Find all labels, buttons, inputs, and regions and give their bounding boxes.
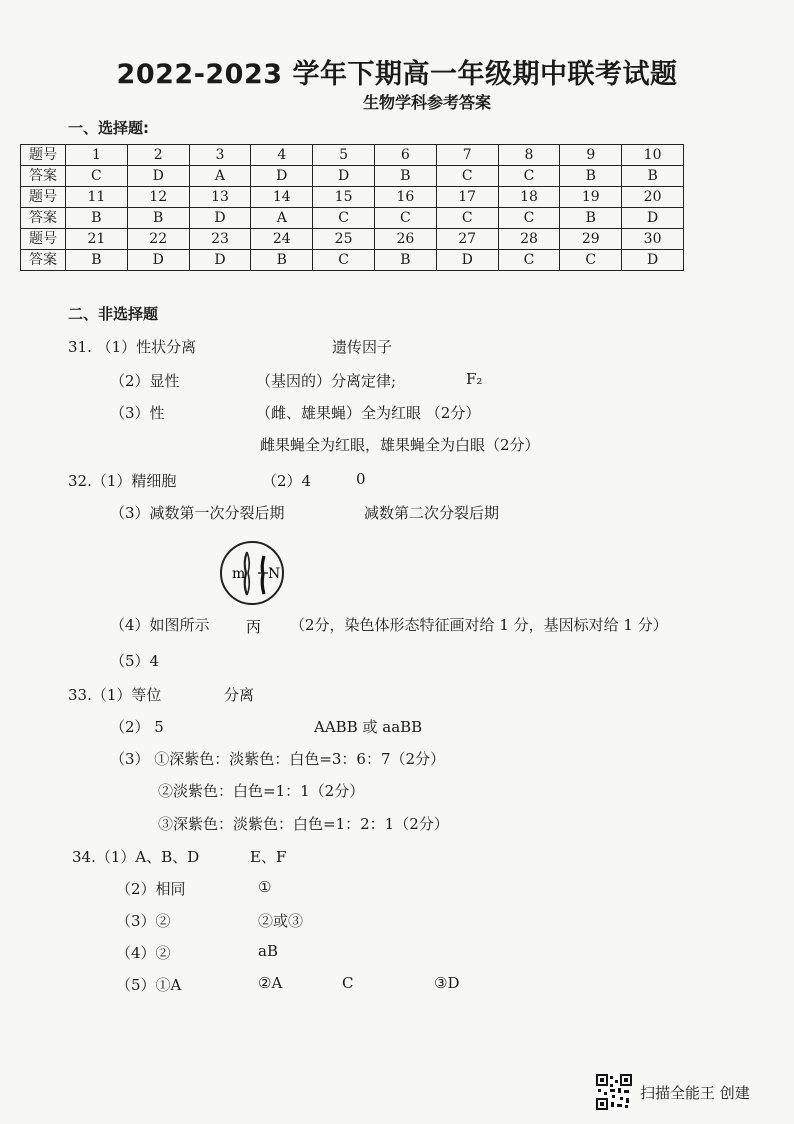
answer-letter-cell: C [498,250,560,271]
q33-line1-a: 33.（1）等位 [68,686,162,704]
table-row-numbers [21,229,684,250]
question-number-cell: 14 [251,187,313,208]
answer-letter-cell: C [498,208,560,229]
answer-table [20,144,684,271]
question-number-cell: 23 [189,229,251,250]
answer-letter-cell: D [189,250,251,271]
q31-line1-a: 31. （1）性状分离 [68,338,197,356]
question-number-cell: 17 [436,187,498,208]
gene-label-m: m [232,566,246,582]
answer-letter-cell: B [374,166,436,187]
answer-letter-cell: C [436,166,498,187]
question-number-cell: 2 [127,145,189,166]
question-number-cell: 19 [560,187,622,208]
question-number-cell: 4 [251,145,313,166]
q31-line2-a: （2）显性 [110,372,180,390]
question-number-cell: 3 [189,145,251,166]
question-number-cell: 12 [127,187,189,208]
answer-letter-cell: C [66,166,128,187]
question-number-cell: 6 [374,145,436,166]
q33-line4: ②淡紫色：白色=1：1（2分） [158,782,365,800]
q32-line1-c: 0 [356,470,366,488]
q32-line4: （5）4 [110,652,160,670]
question-number-cell: 15 [313,187,375,208]
question-number-cell: 18 [498,187,560,208]
q34-line5-b: ②A [258,974,283,992]
row-label-answer: 答案 [21,250,66,271]
page-subtitle: 生物学科参考答案 [362,93,491,112]
chromosome-left-outline [247,552,249,595]
question-number-cell: 28 [498,229,560,250]
q34-line4-a: （4）② [116,944,171,962]
answer-letter-cell: C [313,250,375,271]
answer-letter-cell: C [313,208,375,229]
q34-line3-a: （3）② [116,912,171,930]
answer-letter-cell: D [189,208,251,229]
question-number-cell: 8 [498,145,560,166]
q34-line1-a: 34.（1）A、B、D [72,848,200,866]
q32-line3-a: （4）如图所示 [110,616,210,634]
q31-line3-a: （3）性 [110,404,165,422]
answer-letter-cell: B [374,250,436,271]
table-row-answers [21,250,684,271]
answer-letter-cell: B [251,250,313,271]
answer-letter-cell: D [313,166,375,187]
q33-line2-b: AABB 或 aaBB [314,718,423,736]
answer-letter-cell: D [127,250,189,271]
question-number-cell: 20 [622,187,684,208]
answer-letter-cell: B [127,208,189,229]
q33-line1-b: 分离 [224,686,255,704]
question-number-cell: 27 [436,229,498,250]
q34-line5-a: （5）①A [116,976,182,994]
cell-division-diagram [214,540,294,636]
question-number-cell: 10 [622,145,684,166]
q31-line2-b: （基因的）分离定律; [256,372,397,390]
question-number-cell: 21 [66,229,128,250]
q33-line5: ③深紫色：淡紫色：白色=1：2：1（2分） [158,815,449,833]
question-number-cell: 9 [560,145,622,166]
table-row-answers [21,208,684,229]
answer-letter-cell: C [560,250,622,271]
row-label-number: 题号 [21,145,66,166]
q31-line1-b: 遗传因子 [332,338,393,356]
q32-line3-b: （2分，染色体形态特征画对给 1 分，基因标对给 1 分） [290,616,668,634]
q34-line4-b: aB [258,942,278,960]
question-number-cell: 1 [66,145,128,166]
q34-line1-b: E、F [250,848,287,866]
row-label-number: 题号 [21,187,66,208]
answer-letter-cell: D [436,250,498,271]
answer-letter-cell: D [127,166,189,187]
scanner-watermark-text: 扫描全能王 创建 [640,1084,750,1102]
q34-line2-b: ① [258,878,272,896]
section-heading-nonchoice: 二、非选择题 [68,305,159,323]
q34-line3-b: ②或③ [258,912,304,930]
row-label-answer: 答案 [21,166,66,187]
cell-label: 丙 [246,618,262,636]
question-number-cell: 26 [374,229,436,250]
table-row-numbers [21,145,684,166]
row-label-number: 题号 [21,229,66,250]
answer-letter-cell: A [189,166,251,187]
question-number-cell: 22 [127,229,189,250]
question-number-cell: 7 [436,145,498,166]
question-number-cell: 13 [189,187,251,208]
q32-line1-a: 32.（1）精细胞 [68,472,177,490]
answer-letter-cell: D [622,250,684,271]
q31-line2-c: F₂ [466,370,483,388]
section-heading-choice: 一、选择题: [68,119,149,137]
table-row-answers [21,166,684,187]
page-title: 2022-2023 学年下期高一年级期中联考试题 [116,59,678,90]
q32-line1-b: （2）4 [262,472,312,490]
q31-line4: 雌果蝇全为红眼，雄果蝇全为白眼（2分） [260,436,540,454]
answer-letter-cell: A [251,208,313,229]
table-row-numbers [21,187,684,208]
answer-letter-cell: B [560,208,622,229]
answer-letter-cell: C [436,208,498,229]
question-number-cell: 16 [374,187,436,208]
answer-letter-cell: B [622,166,684,187]
question-number-cell: 30 [622,229,684,250]
question-number-cell: 5 [313,145,375,166]
answer-letter-cell: B [560,166,622,187]
q33-line2-a: （2） 5 [110,718,164,736]
chromosome-right [262,556,264,594]
answer-letter-cell: D [251,166,313,187]
q34-line5-d: ③D [434,974,460,992]
question-number-cell: 29 [560,229,622,250]
gene-label-N: N [268,566,281,582]
question-number-cell: 25 [313,229,375,250]
qr-code-icon [596,1074,632,1110]
question-number-cell: 24 [251,229,313,250]
answer-letter-cell: C [498,166,560,187]
q33-line3: （3） ①深紫色：淡紫色：白色=3：6：7（2分） [110,750,446,768]
question-number-cell: 11 [66,187,128,208]
answer-letter-cell: B [66,250,128,271]
answer-letter-cell: C [374,208,436,229]
answer-letter-cell: D [622,208,684,229]
q32-line2-a: （3）减数第一次分裂后期 [110,504,285,522]
q32-line2-b: 减数第二次分裂后期 [364,504,500,522]
answer-letter-cell: B [66,208,128,229]
q34-line2-a: （2）相同 [116,880,186,898]
q31-line3-b: （雌、雄果蝇）全为红眼 （2分） [256,404,481,422]
row-label-answer: 答案 [21,208,66,229]
q34-line5-c: C [342,974,354,992]
